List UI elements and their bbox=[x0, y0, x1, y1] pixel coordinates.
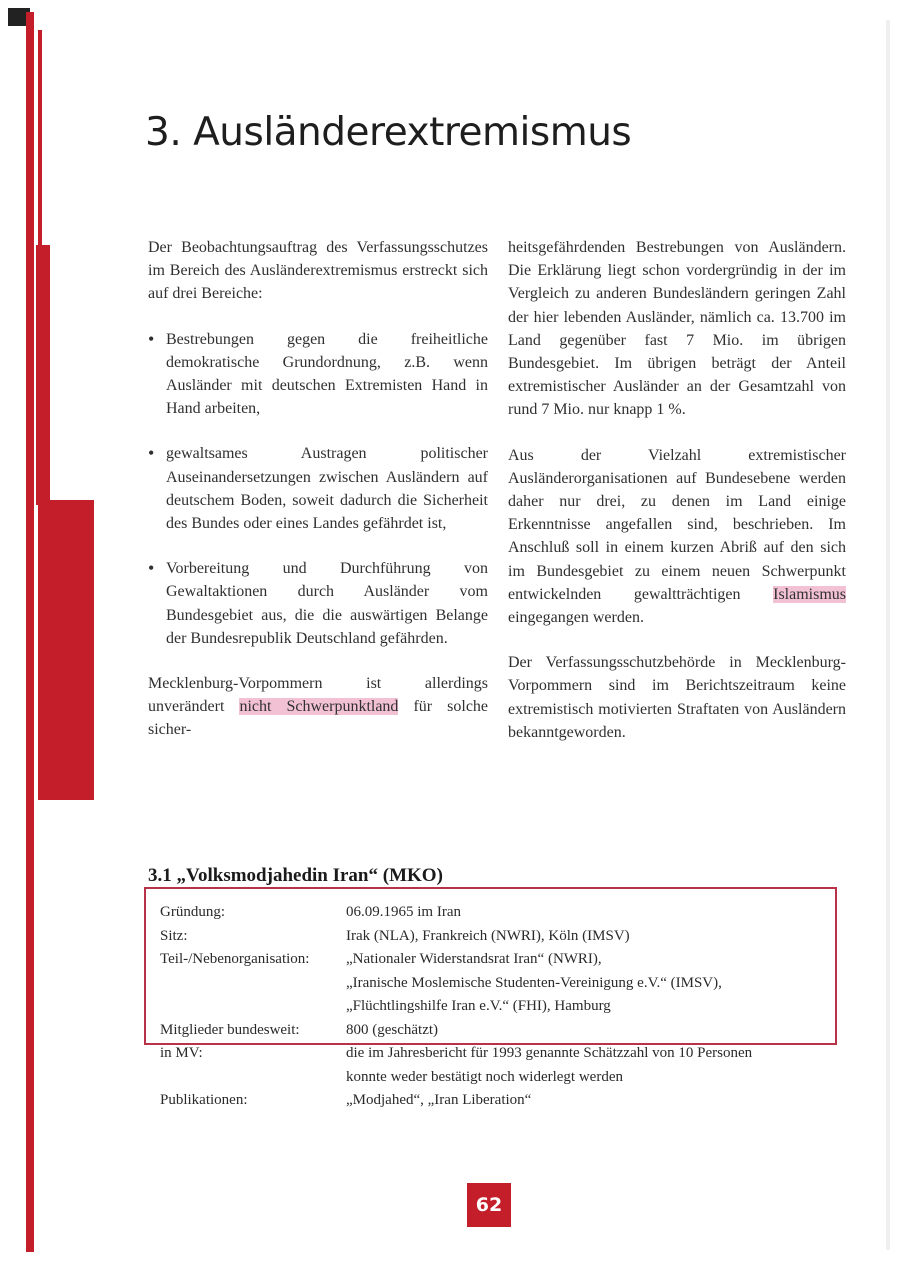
right-column bbox=[508, 236, 846, 766]
info-table bbox=[160, 901, 826, 1113]
info-value: „Nationaler Widerstandsrat Iran“ (NWRI), bbox=[346, 951, 602, 967]
info-key: Publikationen: bbox=[160, 1092, 248, 1108]
chapter-title: 3. Ausländerextremismus bbox=[145, 110, 632, 156]
info-row bbox=[160, 995, 826, 1019]
info-key: Gründung: bbox=[160, 904, 225, 920]
info-row bbox=[160, 1019, 826, 1043]
info-key: Sitz: bbox=[160, 927, 188, 944]
info-key bbox=[160, 995, 346, 1019]
info-value: „Modjahed“, „Iran Liberation“ bbox=[346, 1092, 532, 1108]
closing-paragraph bbox=[148, 672, 488, 742]
page-number: 62 bbox=[475, 1194, 503, 1216]
info-row bbox=[160, 1042, 826, 1066]
info-value: die im Jahresbericht für 1993 genannte Schätzzahl von 10 Personen bbox=[346, 1045, 753, 1061]
info-key: in MV: bbox=[160, 1045, 203, 1061]
p2-text-end: eingegangen werden. bbox=[508, 609, 644, 627]
info-row bbox=[160, 972, 826, 996]
info-value: „Iranische Moslemische Studenten-Vereinigung e.V.“ (IMSV), bbox=[346, 974, 722, 991]
closing-text-start: Mecklenburg-Vorpommern ist allerdings unverändert bbox=[148, 675, 488, 716]
highlighted-text: Islamismus bbox=[773, 585, 846, 603]
info-value: konnte weder bestätigt noch widerlegt werden bbox=[346, 1068, 623, 1085]
info-row bbox=[160, 925, 826, 949]
page-edge-shadow bbox=[886, 20, 890, 1250]
section-title: 3.1 „Volksmodjahedin Iran“ (MKO) bbox=[148, 864, 443, 886]
edge-red-bar bbox=[26, 12, 34, 1252]
info-key: Teil-/Nebenorganisation: bbox=[160, 951, 310, 967]
right-paragraph-2 bbox=[508, 444, 846, 630]
info-value: Irak (NLA), Frankreich (NWRI), Köln (IMSV) bbox=[346, 927, 630, 944]
right-paragraph-3: Der Verfassungsschutzbehörde in Mecklenburg-Vorpommern sind im Berichtszeitraum keine extremistisch motivierten Straftaten von Ausländern bekanntgeworden. bbox=[508, 654, 846, 741]
left-column bbox=[148, 236, 488, 764]
info-row bbox=[160, 1066, 826, 1090]
bullet-item: • gewaltsames Austragen politischer Auseinandersetzungen zwischen Ausländern auf deutschem Boden, soweit dadurch die Sicherheit des Bundes oder eines Landes gefährdet ist, bbox=[148, 442, 488, 535]
info-value: „Flüchtlingshilfe Iran e.V.“ (FHI), Hamburg bbox=[346, 998, 611, 1014]
intro-paragraph: Der Beobachtungsauftrag des Verfassungsschutzes im Bereich des Ausländerextremismus erstreckt sich auf drei Bereiche: bbox=[148, 239, 488, 303]
info-key: Mitglieder bundesweit: bbox=[160, 1021, 300, 1038]
info-key bbox=[160, 972, 346, 996]
info-row bbox=[160, 948, 826, 972]
p2-text-start: Aus der Vielzahl extremistischer Ausländerorganisationen auf Bundesebene werden daher nur drei, zu denen im Land einige Erkenntnisse angefallen sind, beschrieben. Im Anschluß soll in einem kurzen Abriß auf den sich im Bundesgebiet zu einem neuen Schwerpunkt entwickelnden gewaltträchtigen bbox=[508, 446, 846, 603]
info-row bbox=[160, 901, 826, 925]
bullet-item: • Vorbereitung und Durchführung von Gewaltaktionen durch Ausländer vom Bundesgebiet aus, die die auswärtigen Belange der Bundesrepublik Deutschland gefährden. bbox=[148, 557, 488, 650]
highlighted-text: nicht Schwerpunktland bbox=[239, 698, 399, 716]
right-paragraph-1: heitsgefährdenden Bestrebungen von Ausländern. Die Erklärung liegt schon vordergründig in der im Vergleich zu anderen Bundesländern geringen Zahl der hier lebenden Ausländer, nämlich ca. 13.700 im Land gegenüber fast 7 Mio. im übrigen Bundesgebiet. Im übrigen beträgt der Anteil extremistischer Ausländer an der Gesamtzahl von rund 7 Mio. nur knapp 1 %. bbox=[508, 239, 846, 419]
bullet-list bbox=[148, 328, 488, 650]
edge-red-notch bbox=[36, 245, 50, 505]
page-number-box bbox=[467, 1183, 511, 1227]
edge-red-block bbox=[38, 500, 94, 800]
bullet-item: • Bestrebungen gegen die freiheitliche demokratische Grundordnung, z.B. wenn Ausländer mit deutschen Extremisten Hand in Hand arbeiten, bbox=[148, 328, 488, 421]
info-key bbox=[160, 1066, 346, 1090]
closing-text-end: für solche sicher- bbox=[148, 698, 489, 739]
info-value: 800 (geschätzt) bbox=[346, 1021, 439, 1038]
info-row bbox=[160, 1089, 826, 1113]
info-value: 06.09.1965 im Iran bbox=[346, 904, 461, 920]
